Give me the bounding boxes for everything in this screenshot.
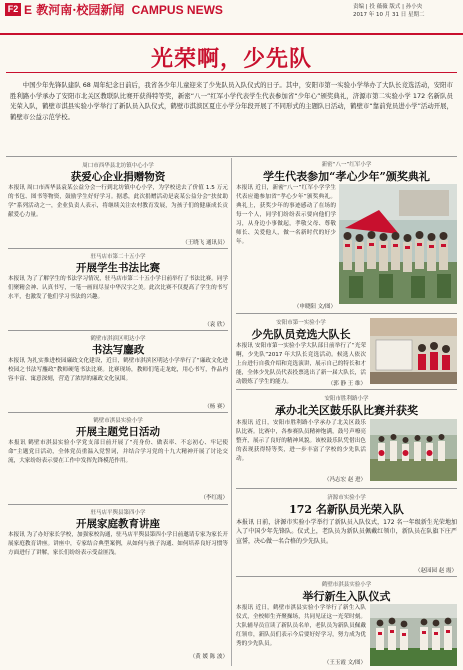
lead-paragraph: 中国少年先锋队建队 68 周年纪念日前后，我省各少年儿童迎来了少先队员入队仪式的日子。其中，安阳市第一实验小学举办了大队长竞选活动，安阳市胜利路小学承办了安阳市北关区教联队比赛开获得特等奖，新密“八一”红军小学代表学生代表参加省“少年心”颁奖典礼，济源市第二实验小学 172 名新队员光荣入队，鹤壁市淇县实验小学举行了新队员入队仪式，鹤壁市淇滨区夏庄小学分年段开展了不同形式的主题队日活动，鹤壁市“靠前党员进小学”活动开展，鹤壁市公益示范学校。	[10, 81, 453, 121]
drum-band-photo-image	[370, 419, 457, 481]
students-photo-image	[339, 184, 457, 304]
masthead-rule	[0, 33, 463, 35]
article-credit: （袁 欣）	[204, 322, 228, 328]
article-title: 书法写鏖政	[91, 344, 145, 356]
article-title: 开展家庭教育讲座	[76, 518, 160, 530]
article-divider	[236, 576, 457, 577]
article-body: 本报讯 安阳市第一实验小学大队部日前举行了“光荣啊，少先队”2017 年大队长竞选活动。候选人依次上台进行自我介绍和竞选演讲，展示自己的特长和才能，全体少先队员代表投票选出了新一届大队长，活动锻炼了学生的能力。	[236, 343, 366, 385]
article-title: 获爱心企业捐赠物资	[70, 171, 166, 183]
article-credit: （赵园园 赵 霞）	[415, 568, 457, 574]
article-credit: （冯志宏 赵 进）	[324, 477, 366, 483]
article-title: 少先队员竞选大队长	[251, 328, 351, 341]
article-kicker: 周口市西华县北坊镇中心小学	[82, 163, 154, 169]
article-kicker: 安阳市胜利路小学	[324, 396, 369, 402]
article-body: 本报讯 近日，安阳市胜利路小学承办了北关区鼓乐队比赛。比赛中，各参赛队员精神饱满，鼓号声嘹亮整齐，展示了良好的精神风貌。该校鼓乐队凭借出色的表现获得特等奖，进一步丰富了学校的少先队活动。	[236, 420, 366, 462]
article-title: 开展学生书法比赛	[76, 262, 160, 274]
article-body: 本报讯 近日，鹤壁市淇县实验小学举行了新生入队仪式，全校师生齐聚操场，共同见证这一光荣时刻。大队辅导员宣读了新队员名单，老队员为新队员佩戴红领巾，新队员们表示今后要好好学习，努力成为优秀的少先队员。	[236, 605, 366, 647]
lead-divider	[6, 156, 457, 157]
article-divider	[236, 313, 457, 314]
article-kicker: 新密“八一”红军小学	[321, 162, 372, 168]
page-headline: 光荣啊，少先队	[150, 46, 312, 72]
induction-photo-image	[370, 604, 457, 666]
article-body: 本报讯 为扎实推进校园廉政文化建设，近日，鹤壁市淇滨区明达小学举行了“廉政文化进校园之书法写鏖政”教师硬笔书法比赛。比赛现场，教师们笔走龙蛇，用心书写，作品内容丰富、寓意深刻，营造了浓厚的廉政文化氛围。	[8, 358, 228, 382]
article-body: 本报讯 日前，济源市实验小学举行了新队员入队仪式，172 名一年级新生光荣地加入了中国少年先锋队。仪式上，老队员为新队员佩戴红领巾，新队员在队旗下庄严宣誓，决心做一名合格的少先队员。	[236, 519, 457, 545]
article-kicker: 驻马店平舆县第四小学	[90, 510, 146, 516]
article-divider	[236, 488, 457, 489]
article-body: 本报讯 为了了解学生的书法学习情况，驻马店市第二十五小学日前举行了书法比赛。同学们聚精会神、认真书写，一笔一画间尽显中华汉字之美。此次比赛不仅提高了学生的书写水平，也激发了他们学习书法的兴趣。	[8, 276, 228, 300]
article-divider	[8, 504, 228, 505]
article-credit: （李红霞）	[200, 495, 228, 501]
section-title-en: CAMPUS NEWS	[131, 3, 223, 17]
column-divider	[231, 158, 232, 666]
section-title-cn: 教河南·校园新闻	[36, 3, 125, 17]
article-credit: （黄 媛 陈 波）	[189, 654, 228, 660]
drum-band-photo	[370, 419, 457, 481]
editor-line: 责编 | 投 薇薇 版式 | 孙小央	[353, 4, 423, 10]
article-kicker: 安阳市第一实验小学	[276, 320, 326, 326]
article-body: 本报讯 近日，新密“八一”红军小学学生代表应邀参加省“孝心少年”颁奖典礼。典礼上，获奖少年的事迹感动了在场的每一个人，同学们纷纷表示要向他们学习，从身边小事做起，孝敬父母、尊敬师长、关爱他人，做一名新时代的好少年。	[236, 185, 336, 245]
page-number: F2	[5, 3, 21, 16]
article-kicker: 鹤壁市淇县实验小学	[93, 418, 143, 424]
article-credit: （王晓飞 通讯员）	[182, 240, 228, 246]
article-body: 本报讯 周口市西华县袁某公益分会一行到北坊镇中心小学，为学校送去了价值 1.5 万元的书包、图书等物资，鼓励学生好好学习。据悉，此次捐赠活动是袁某公益分会“扶贫助学”系列活动之一，企业负责人表示，将继续关注农村教育发展，为孩子们的健康成长贡献爱心力量。	[8, 185, 228, 218]
article-divider	[8, 412, 228, 413]
article-title: 举行新生入队仪式	[302, 590, 391, 603]
article-title: 学生代表参加“孝心少年”颁奖典礼	[263, 170, 430, 183]
article-kicker: 驻马店市第二十五小学	[90, 254, 146, 260]
election-photo	[370, 318, 457, 384]
students-photo	[339, 184, 457, 304]
section-e-mark: E	[24, 3, 33, 17]
article-divider	[8, 330, 228, 331]
article-title: 承办北关区鼓乐队比赛并获奖	[275, 404, 418, 417]
section-title	[24, 1, 223, 18]
induction-photo	[370, 604, 457, 666]
article-title: 开展主题党日活动	[76, 426, 160, 438]
article-divider	[8, 248, 228, 249]
date-line: 2017 年 10 月 31 日 星期二	[353, 12, 425, 18]
article-title: 172 名新队员光荣入队	[289, 503, 404, 516]
article-kicker: 济源市实验小学	[327, 495, 366, 501]
article-kicker: 鹤壁市淇滨区明达小学	[90, 336, 146, 342]
article-credit: （郭 静 王 维）	[327, 381, 366, 387]
article-body: 本报讯 为了办好家长学校，加强家校沟通，驻马店平舆县第四小学日前邀请专家为家长开展家庭教育讲座。讲座中，专家结合典型案例，从如何与孩子沟通、如何培养良好习惯等方面进行了讲解，家长们纷纷表示受益匪浅。	[8, 532, 228, 556]
article-kicker: 鹤壁市淇县实验小学	[321, 582, 372, 588]
article-credit: （申晓阳 文/图）	[293, 304, 336, 310]
election-photo-image	[370, 318, 457, 384]
article-divider	[236, 389, 457, 390]
article-body: 本报讯 鹤壁市淇县实验小学党支部日前开展了“亮身份、做表率、不忘初心、牢记使命”主题党日活动，全体党员重温入党誓词，并结合学习党的十九大精神开展了讨论交流，大家纷纷表示要在工作中发挥先锋模范作用。	[8, 440, 228, 464]
article-credit: （王玉霞 文/图）	[323, 660, 366, 666]
article-credit: （杨 赛）	[204, 404, 228, 410]
